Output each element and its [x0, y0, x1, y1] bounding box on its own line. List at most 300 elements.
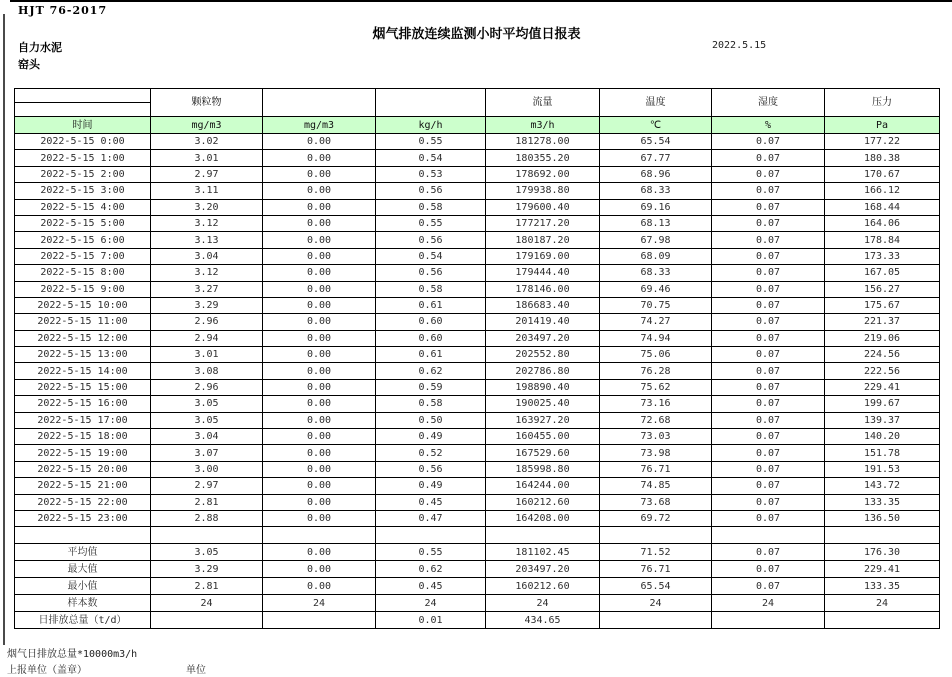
- table-row: [15, 379, 940, 395]
- column-header-time: 时间: [15, 117, 151, 134]
- table-cell: 181278.00: [486, 134, 600, 150]
- table-row: [15, 510, 940, 526]
- table-cell: 164208.00: [486, 510, 600, 526]
- table-cell: 180.38: [825, 150, 940, 166]
- table-cell: 160212.60: [486, 494, 600, 510]
- table-cell: 73.03: [600, 429, 712, 445]
- table-cell: 24: [600, 595, 712, 612]
- table-cell: [15, 89, 151, 103]
- table-cell: 0.00: [263, 281, 376, 297]
- table-cell: 3.05: [151, 412, 263, 428]
- table-cell: [600, 612, 712, 629]
- table-row: [15, 166, 940, 182]
- table-cell: 180355.20: [486, 150, 600, 166]
- table-row: [15, 265, 940, 281]
- table-cell: 2022-5-15 18:00: [15, 429, 151, 445]
- summary-row: [15, 544, 940, 561]
- table-cell: 0.55: [376, 544, 486, 561]
- table-cell: 3.01: [151, 150, 263, 166]
- table-cell: 190025.40: [486, 396, 600, 412]
- table-cell: 65.54: [600, 134, 712, 150]
- table-cell: 2022-5-15 20:00: [15, 461, 151, 477]
- table-cell: 0.00: [263, 396, 376, 412]
- table-cell: 0.56: [376, 461, 486, 477]
- monitoring-point-name: 窑头: [18, 59, 40, 71]
- table-cell: 203497.20: [486, 561, 600, 578]
- table-cell: 74.94: [600, 330, 712, 346]
- table-cell: 2.96: [151, 379, 263, 395]
- scan-edge-line-top: [10, 0, 952, 2]
- table-cell: [15, 527, 151, 544]
- scan-edge-line-left: [3, 14, 5, 645]
- table-cell: 68.96: [600, 166, 712, 182]
- table-cell: 2022-5-15 5:00: [15, 215, 151, 231]
- unit-cell: m3/h: [486, 117, 600, 134]
- table-cell: 0.07: [712, 232, 825, 248]
- table-cell: [712, 612, 825, 629]
- table-cell: 2022-5-15 23:00: [15, 510, 151, 526]
- unit-cell: kg/h: [376, 117, 486, 134]
- unit-cell: ℃: [600, 117, 712, 134]
- table-cell: 2022-5-15 2:00: [15, 166, 151, 182]
- table-cell: 0.55: [376, 215, 486, 231]
- table-cell: 3.29: [151, 297, 263, 313]
- table-cell: 133.35: [825, 578, 940, 595]
- table-cell: 最大值: [15, 561, 151, 578]
- table-cell: 2.97: [151, 166, 263, 182]
- table-cell: 185998.80: [486, 461, 600, 477]
- table-cell: 151.78: [825, 445, 940, 461]
- table-cell: 3.05: [151, 396, 263, 412]
- table-cell: 2022-5-15 16:00: [15, 396, 151, 412]
- table-cell: 平均值: [15, 544, 151, 561]
- table-cell: 0.00: [263, 183, 376, 199]
- company-name: 自力水泥: [18, 42, 62, 54]
- table-cell: 73.68: [600, 494, 712, 510]
- footnote-total-emission: 烟气日排放总量*10000m3/h: [7, 649, 138, 660]
- column-header-blank-2: [376, 89, 486, 117]
- table-cell: 3.05: [151, 544, 263, 561]
- table-cell: [263, 612, 376, 629]
- table-cell: 0.07: [712, 314, 825, 330]
- table-cell: 186683.40: [486, 297, 600, 313]
- table-cell: 69.16: [600, 199, 712, 215]
- table-cell: 0.00: [263, 199, 376, 215]
- table-cell: 0.61: [376, 347, 486, 363]
- table-row: [15, 150, 940, 166]
- table-cell: 0.60: [376, 330, 486, 346]
- table-row: [15, 232, 940, 248]
- table-cell: 0.00: [263, 150, 376, 166]
- table-cell: 0.07: [712, 561, 825, 578]
- table-cell: 2022-5-15 17:00: [15, 412, 151, 428]
- table-cell: 164244.00: [486, 478, 600, 494]
- table-cell: 2022-5-15 3:00: [15, 183, 151, 199]
- table-cell: 0.07: [712, 150, 825, 166]
- table-row: [15, 183, 940, 199]
- table-cell: 229.41: [825, 379, 940, 395]
- table-cell: 2.94: [151, 330, 263, 346]
- table-cell: 133.35: [825, 494, 940, 510]
- unit-cell: mg/m3: [263, 117, 376, 134]
- table-cell: 24: [151, 595, 263, 612]
- table-cell: 136.50: [825, 510, 940, 526]
- table-cell: 0.47: [376, 510, 486, 526]
- table-cell: [712, 527, 825, 544]
- table-row: [15, 330, 940, 346]
- summary-row: [15, 561, 940, 578]
- table-cell: 176.30: [825, 544, 940, 561]
- table-cell: 2022-5-15 8:00: [15, 265, 151, 281]
- table-cell: 2.96: [151, 314, 263, 330]
- table-cell: 24: [825, 595, 940, 612]
- table-cell: 69.46: [600, 281, 712, 297]
- table-cell: 221.37: [825, 314, 940, 330]
- table-cell: 0.07: [712, 494, 825, 510]
- table-cell: 2022-5-15 0:00: [15, 134, 151, 150]
- summary-row: [15, 578, 940, 595]
- table-cell: 219.06: [825, 330, 940, 346]
- table-cell: 2022-5-15 10:00: [15, 297, 151, 313]
- table-cell: 167.05: [825, 265, 940, 281]
- table-cell: 179169.00: [486, 248, 600, 264]
- table-cell: 163927.20: [486, 412, 600, 428]
- table-cell: 67.77: [600, 150, 712, 166]
- table-cell: 3.11: [151, 183, 263, 199]
- table-cell: 2.88: [151, 510, 263, 526]
- table-cell: 2022-5-15 7:00: [15, 248, 151, 264]
- table-cell: 3.04: [151, 248, 263, 264]
- table-cell: 0.07: [712, 183, 825, 199]
- table-cell: 170.67: [825, 166, 940, 182]
- table-cell: 3.12: [151, 215, 263, 231]
- table-cell: 160212.60: [486, 578, 600, 595]
- table-cell: 71.52: [600, 544, 712, 561]
- table-cell: 0.62: [376, 561, 486, 578]
- table-cell: 2022-5-15 14:00: [15, 363, 151, 379]
- table-cell: 179938.80: [486, 183, 600, 199]
- column-header-flow: 流量: [486, 89, 600, 117]
- footnote-unit-label: 单位: [186, 665, 206, 676]
- table-cell: 222.56: [825, 363, 940, 379]
- table-cell: 0.00: [263, 330, 376, 346]
- table-cell: 0.07: [712, 199, 825, 215]
- table-cell: 0.07: [712, 412, 825, 428]
- table-row: [15, 429, 940, 445]
- table-cell: 177217.20: [486, 215, 600, 231]
- unit-cell: Pa: [825, 117, 940, 134]
- table-cell: 2022-5-15 12:00: [15, 330, 151, 346]
- table-cell: 3.07: [151, 445, 263, 461]
- table-cell: 139.37: [825, 412, 940, 428]
- data-rows: [15, 134, 940, 527]
- table-cell: 0.56: [376, 265, 486, 281]
- table-cell: 167529.60: [486, 445, 600, 461]
- table-cell: 0.61: [376, 297, 486, 313]
- table-cell: 67.98: [600, 232, 712, 248]
- table-cell: [825, 612, 940, 629]
- table-cell: [263, 527, 376, 544]
- table-cell: [825, 527, 940, 544]
- table-cell: 0.60: [376, 314, 486, 330]
- table-row: [15, 134, 940, 150]
- table-cell: 229.41: [825, 561, 940, 578]
- table-cell: 68.33: [600, 183, 712, 199]
- table-cell: 3.01: [151, 347, 263, 363]
- table-row: [15, 347, 940, 363]
- table-cell: 202786.80: [486, 363, 600, 379]
- table-row: [15, 478, 940, 494]
- table-cell: 0.52: [376, 445, 486, 461]
- column-header-pressure: 压力: [825, 89, 940, 117]
- table-cell: 178146.00: [486, 281, 600, 297]
- table-cell: 2022-5-15 13:00: [15, 347, 151, 363]
- table-cell: 0.00: [263, 248, 376, 264]
- table-cell: [15, 103, 151, 117]
- table-cell: 199.67: [825, 396, 940, 412]
- table-cell: 0.00: [263, 265, 376, 281]
- table-cell: 69.72: [600, 510, 712, 526]
- table-cell: 0.58: [376, 281, 486, 297]
- table-unit-row: [15, 117, 940, 134]
- table-cell: 0.07: [712, 510, 825, 526]
- table-cell: 0.56: [376, 232, 486, 248]
- table-cell: 24: [263, 595, 376, 612]
- table-row: [15, 248, 940, 264]
- table-cell: 2022-5-15 1:00: [15, 150, 151, 166]
- table-cell: 0.00: [263, 379, 376, 395]
- column-header-temperature: 温度: [600, 89, 712, 117]
- table-cell: 75.62: [600, 379, 712, 395]
- table-cell: 0.07: [712, 379, 825, 395]
- table-cell: 0.07: [712, 363, 825, 379]
- table-cell: 0.07: [712, 134, 825, 150]
- table-row: [15, 494, 940, 510]
- table-cell: 0.00: [263, 166, 376, 182]
- table-cell: 0.01: [376, 612, 486, 629]
- table-cell: 68.33: [600, 265, 712, 281]
- table-cell: 0.07: [712, 578, 825, 595]
- table-cell: [376, 527, 486, 544]
- summary-row: [15, 595, 940, 612]
- table-cell: 73.16: [600, 396, 712, 412]
- table-cell: 0.00: [263, 347, 376, 363]
- table-cell: 2022-5-15 4:00: [15, 199, 151, 215]
- table-cell: 202552.80: [486, 347, 600, 363]
- table-cell: 76.71: [600, 561, 712, 578]
- table-cell: 0.49: [376, 429, 486, 445]
- table-cell: 0.07: [712, 544, 825, 561]
- table-cell: 0.54: [376, 150, 486, 166]
- table-cell: 140.20: [825, 429, 940, 445]
- table-cell: 0.45: [376, 578, 486, 595]
- table-cell: 0.50: [376, 412, 486, 428]
- table-cell: 177.22: [825, 134, 940, 150]
- table-cell: 0.56: [376, 183, 486, 199]
- table-cell: 0.00: [263, 297, 376, 313]
- table-cell: 0.00: [263, 461, 376, 477]
- table-cell: 179600.40: [486, 199, 600, 215]
- table-cell: 203497.20: [486, 330, 600, 346]
- table-cell: 3.04: [151, 429, 263, 445]
- table-cell: 0.49: [376, 478, 486, 494]
- table-cell: 样本数: [15, 595, 151, 612]
- table-row: [15, 281, 940, 297]
- table-cell: 0.00: [263, 494, 376, 510]
- table-cell: 3.12: [151, 265, 263, 281]
- table-cell: 0.53: [376, 166, 486, 182]
- summary-rows: [15, 544, 940, 629]
- table-cell: 164.06: [825, 215, 940, 231]
- table-cell: 0.07: [712, 461, 825, 477]
- footnote-reporting-unit: 上报单位（盖章）: [7, 665, 87, 676]
- table-cell: 0.07: [712, 265, 825, 281]
- table-cell: 178692.00: [486, 166, 600, 182]
- table-cell: 0.00: [263, 412, 376, 428]
- table-row: [15, 314, 940, 330]
- table-row: [15, 363, 940, 379]
- table-cell: 76.28: [600, 363, 712, 379]
- table-cell: 0.07: [712, 396, 825, 412]
- table-cell: 0.00: [263, 561, 376, 578]
- spacer-row: [15, 527, 940, 544]
- table-cell: 3.08: [151, 363, 263, 379]
- table-cell: 181102.45: [486, 544, 600, 561]
- table-cell: 0.00: [263, 544, 376, 561]
- table-cell: 68.13: [600, 215, 712, 231]
- table-cell: 0.00: [263, 215, 376, 231]
- table-cell: 3.13: [151, 232, 263, 248]
- table-cell: 74.85: [600, 478, 712, 494]
- table-cell: 65.54: [600, 578, 712, 595]
- table-cell: 434.65: [486, 612, 600, 629]
- table-row: [15, 412, 940, 428]
- table-cell: 166.12: [825, 183, 940, 199]
- table-cell: 0.00: [263, 578, 376, 595]
- table-cell: 0.07: [712, 330, 825, 346]
- table-cell: 74.27: [600, 314, 712, 330]
- table-row: [15, 396, 940, 412]
- table-cell: 173.33: [825, 248, 940, 264]
- page-title: 烟气排放连续监测小时平均值日报表: [372, 26, 581, 41]
- table-cell: 0.54: [376, 248, 486, 264]
- table-cell: 191.53: [825, 461, 940, 477]
- table-row: [15, 199, 940, 215]
- table-cell: 0.59: [376, 379, 486, 395]
- table-cell: 0.00: [263, 314, 376, 330]
- table-cell: 0.00: [263, 363, 376, 379]
- table-cell: 0.55: [376, 134, 486, 150]
- table-cell: 2.97: [151, 478, 263, 494]
- table-cell: 2.81: [151, 578, 263, 595]
- table-cell: 0.00: [263, 232, 376, 248]
- table-cell: 0.00: [263, 445, 376, 461]
- table-cell: 3.02: [151, 134, 263, 150]
- unit-cell: mg/m3: [151, 117, 263, 134]
- table-cell: 70.75: [600, 297, 712, 313]
- table-cell: [151, 527, 263, 544]
- table-cell: 0.00: [263, 429, 376, 445]
- table-cell: 179444.40: [486, 265, 600, 281]
- table-cell: 0.58: [376, 199, 486, 215]
- table-cell: 201419.40: [486, 314, 600, 330]
- table-cell: 0.07: [712, 347, 825, 363]
- table-cell: 0.62: [376, 363, 486, 379]
- table-cell: 0.00: [263, 478, 376, 494]
- table-cell: 3.00: [151, 461, 263, 477]
- summary-row: [15, 612, 940, 629]
- table-cell: 156.27: [825, 281, 940, 297]
- table-row: [15, 215, 940, 231]
- table-cell: 2022-5-15 22:00: [15, 494, 151, 510]
- column-header-particulate: 颗粒物: [151, 89, 263, 117]
- table-cell: 168.44: [825, 199, 940, 215]
- table-cell: 0.07: [712, 215, 825, 231]
- table-cell: 0.00: [263, 134, 376, 150]
- table-row: [15, 461, 940, 477]
- table-cell: 最小值: [15, 578, 151, 595]
- column-header-humidity: 湿度: [712, 89, 825, 117]
- table-cell: 0.07: [712, 248, 825, 264]
- standard-code: HJT 76-2017: [18, 4, 108, 17]
- report-table: [14, 88, 940, 629]
- table-cell: 日排放总量（t/d）: [15, 612, 151, 629]
- table-cell: 76.71: [600, 461, 712, 477]
- table-cell: 0.07: [712, 445, 825, 461]
- table-cell: 0.07: [712, 297, 825, 313]
- table-cell: 0.07: [712, 281, 825, 297]
- table-cell: 160455.00: [486, 429, 600, 445]
- table-cell: 0.00: [263, 510, 376, 526]
- table-cell: 0.45: [376, 494, 486, 510]
- table-cell: 24: [712, 595, 825, 612]
- table-cell: 0.07: [712, 429, 825, 445]
- table-cell: 180187.20: [486, 232, 600, 248]
- table-group-header-row: [15, 89, 940, 103]
- table-row: [15, 297, 940, 313]
- table-cell: 3.27: [151, 281, 263, 297]
- table-cell: 73.98: [600, 445, 712, 461]
- table-cell: 224.56: [825, 347, 940, 363]
- table-cell: 75.06: [600, 347, 712, 363]
- table-cell: 72.68: [600, 412, 712, 428]
- table-cell: 0.07: [712, 166, 825, 182]
- table-cell: 2022-5-15 9:00: [15, 281, 151, 297]
- table-cell: 2022-5-15 6:00: [15, 232, 151, 248]
- table-cell: 2022-5-15 19:00: [15, 445, 151, 461]
- table-cell: 3.29: [151, 561, 263, 578]
- table-cell: 24: [376, 595, 486, 612]
- table-cell: 68.09: [600, 248, 712, 264]
- table-cell: 178.84: [825, 232, 940, 248]
- table-cell: [486, 527, 600, 544]
- table-cell: 0.58: [376, 396, 486, 412]
- table-cell: 2022-5-15 11:00: [15, 314, 151, 330]
- table-cell: 2022-5-15 15:00: [15, 379, 151, 395]
- table-cell: 0.07: [712, 478, 825, 494]
- table-cell: 3.20: [151, 199, 263, 215]
- column-header-blank-1: [263, 89, 376, 117]
- table-cell: 175.67: [825, 297, 940, 313]
- table-cell: 2.81: [151, 494, 263, 510]
- table-row: [15, 445, 940, 461]
- unit-cell: %: [712, 117, 825, 134]
- table-cell: 198890.40: [486, 379, 600, 395]
- table-cell: [151, 612, 263, 629]
- table-cell: 143.72: [825, 478, 940, 494]
- table-cell: [600, 527, 712, 544]
- table-cell: 2022-5-15 21:00: [15, 478, 151, 494]
